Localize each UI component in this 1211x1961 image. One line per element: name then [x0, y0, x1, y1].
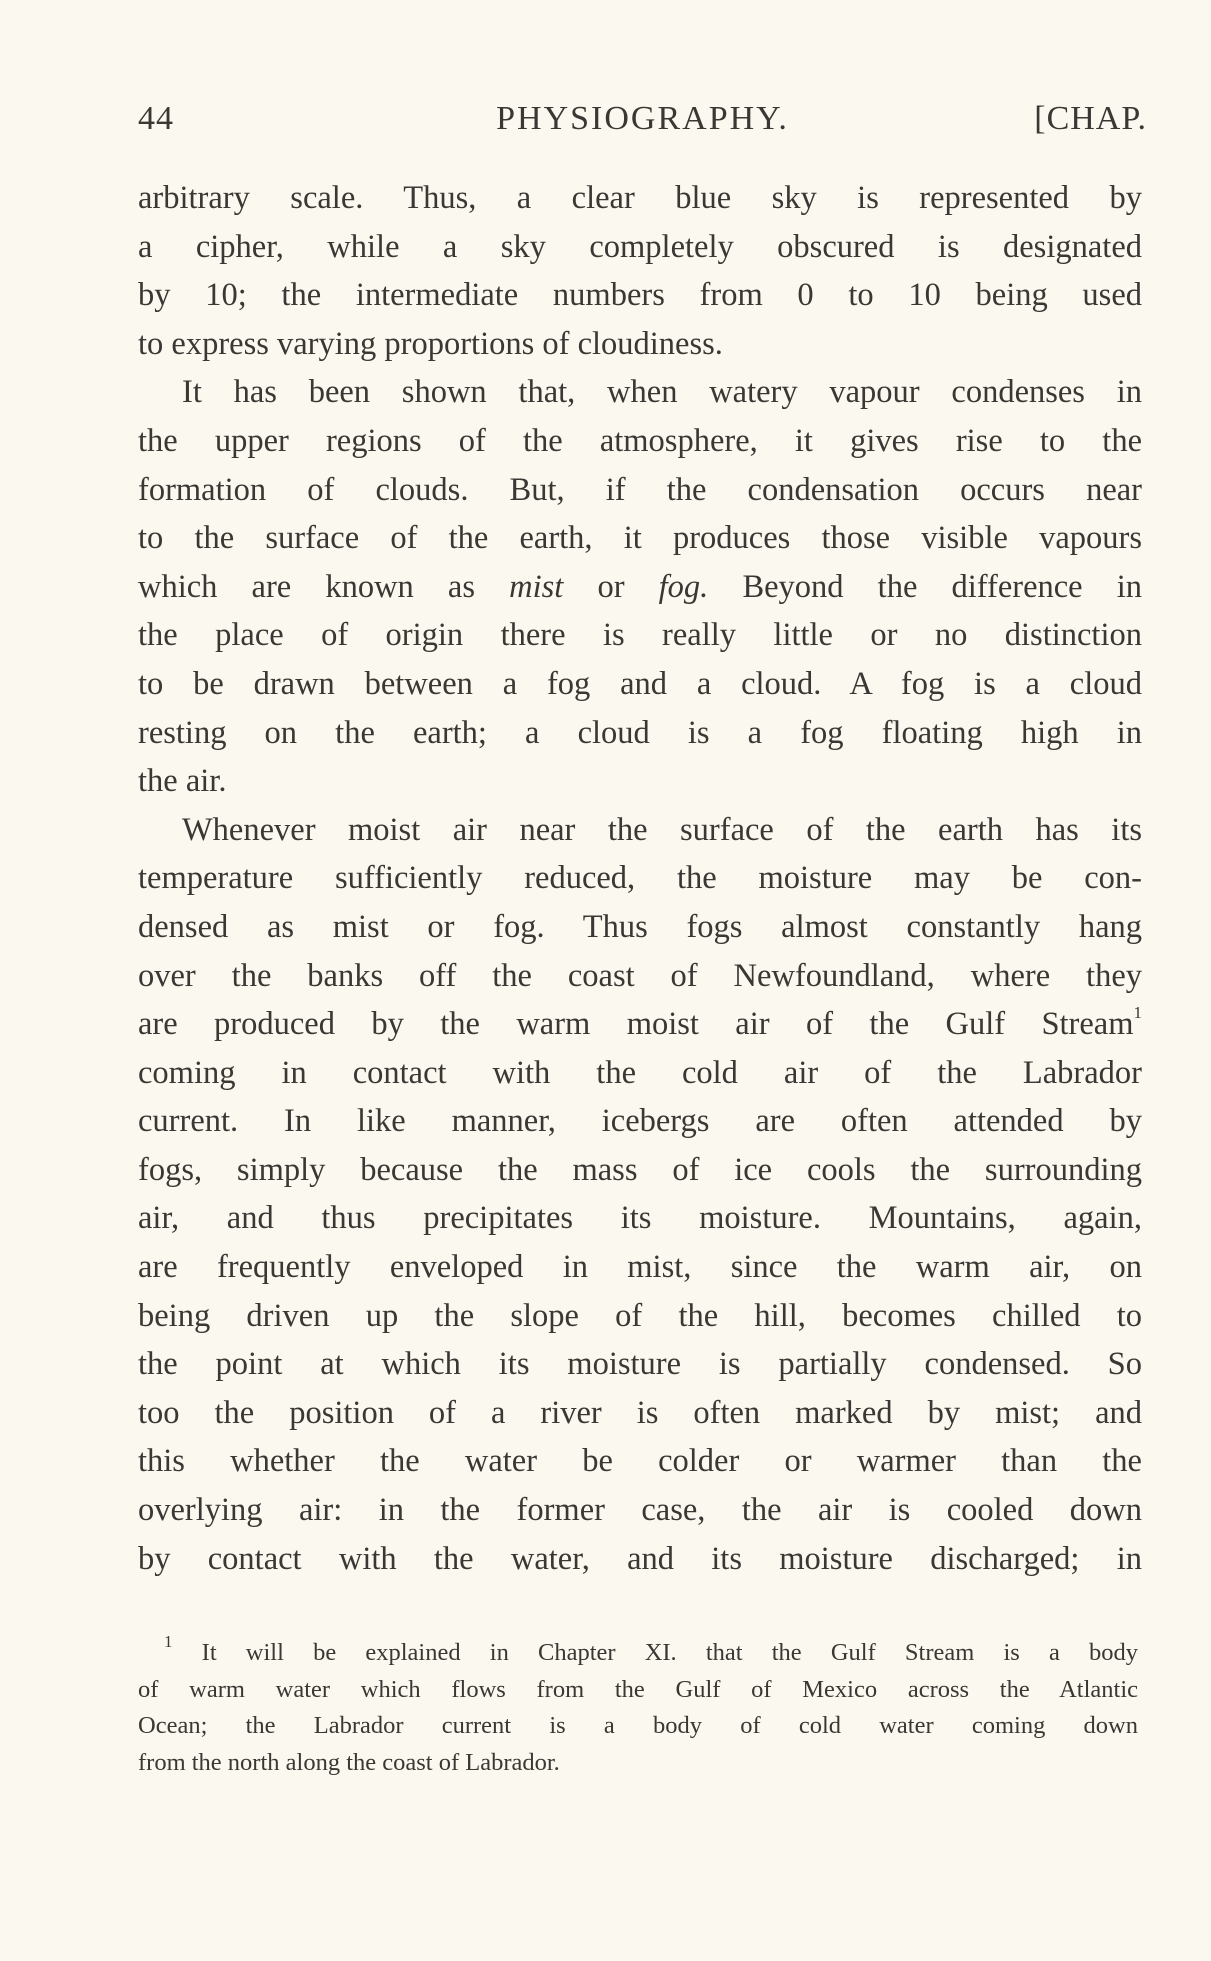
- text-line: overlying air: in the former case, the air is cooled down: [138, 1492, 1142, 1529]
- text-line: to be drawn between a fog and a cloud. A fog is a cloud: [138, 665, 1142, 702]
- text-line: to express varying proportions of cloudiness.: [138, 325, 723, 362]
- text-fragment: Beyond the difference in: [742, 568, 1143, 605]
- text-line: air, and thus precipitates its moisture. Mountains, again,: [138, 1200, 1142, 1237]
- footnote-reference[interactable]: 1: [1133, 1003, 1142, 1023]
- page-title: PHYSIOGRAPHY.: [496, 100, 789, 137]
- text-line: too the position of a river is often marked by mist; and: [138, 1394, 1142, 1431]
- text-line: the point at which its moisture is partially condensed. So: [138, 1346, 1142, 1383]
- text-line: over the banks off the coast of Newfoundland, where they: [138, 957, 1142, 994]
- text-line: to the surface of the earth, it produces those visible vapours: [138, 520, 1142, 557]
- text-line: the upper regions of the atmosphere, it gives rise to the: [138, 422, 1142, 459]
- page-number: 44: [138, 100, 174, 137]
- text-fragment: are produced by the warm moist air of the Gulf Stream: [138, 1006, 1134, 1043]
- text-line: the air.: [138, 763, 227, 800]
- text-line-mist-fog: [138, 563, 1142, 612]
- italic-term-mist: mist: [509, 568, 564, 605]
- paragraph-start: Whenever moist air near the surface of the earth has its: [182, 811, 1142, 848]
- text-line: a cipher, while a sky completely obscured is designated: [138, 228, 1142, 265]
- text-line: the place of origin there is really little or no distinction: [138, 617, 1142, 654]
- text-line: are frequently enveloped in mist, since the warm air, on: [138, 1249, 1142, 1286]
- body-text: [138, 174, 1142, 1583]
- footnote-line: of warm water which flows from the Gulf of Mexico across the Atlantic: [138, 1675, 1138, 1703]
- text-fragment: or: [597, 568, 625, 605]
- text-line: temperature sufficiently reduced, the moisture may be con-: [138, 860, 1142, 897]
- text-line-with-note: [138, 1000, 1142, 1049]
- footnote-line: [138, 1631, 1138, 1672]
- text-line: by 10; the intermediate numbers from 0 to 10 being used: [138, 277, 1142, 314]
- text-line: current. In like manner, icebergs are often attended by: [138, 1103, 1142, 1140]
- footnote-marker: 1: [164, 1631, 173, 1651]
- text-line: arbitrary scale. Thus, a clear blue sky is represented by: [138, 180, 1142, 216]
- footnote: [138, 1631, 1138, 1781]
- italic-term-fog: fog.: [658, 568, 709, 605]
- footnote-line: Ocean; the Labrador current is a body of cold water coming down: [138, 1712, 1138, 1739]
- text-line: this whether the water be colder or warmer than the: [138, 1443, 1142, 1480]
- text-line: by contact with the water, and its moisture discharged; in: [138, 1540, 1142, 1577]
- footnote-line: from the north along the coast of Labrador.: [138, 1748, 560, 1776]
- text-line: coming in contact with the cold air of the Labrador: [138, 1054, 1142, 1091]
- text-line: being driven up the slope of the hill, becomes chilled to: [138, 1297, 1142, 1334]
- running-head: [138, 100, 1147, 144]
- footnote-text: It will be explained in Chapter XI. that the Gulf Stream is a body: [201, 1639, 1138, 1666]
- chapter-label: [CHAP.: [1034, 100, 1147, 137]
- paragraph-start: It has been shown that, when watery vapour condenses in: [182, 374, 1142, 411]
- text-line: formation of clouds. But, if the condensation occurs near: [138, 471, 1142, 508]
- text-fragment: which are known as: [138, 568, 476, 605]
- text-line: densed as mist or fog. Thus fogs almost constantly hang: [138, 908, 1142, 945]
- text-line: fogs, simply because the mass of ice cools the surrounding: [138, 1151, 1142, 1188]
- text-line: resting on the earth; a cloud is a fog floating high in: [138, 714, 1142, 751]
